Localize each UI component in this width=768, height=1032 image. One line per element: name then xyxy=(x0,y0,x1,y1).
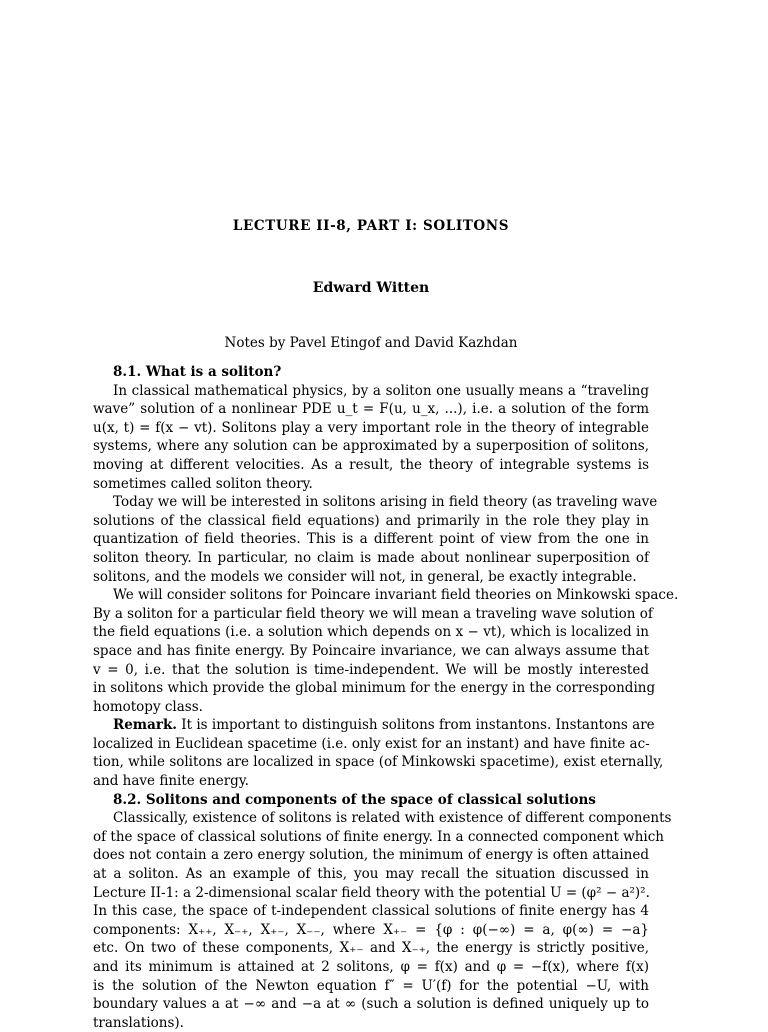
section-heading-8-1: 8.1. What is a soliton? xyxy=(113,364,282,380)
text-line: at a soliton. As an example of this, you may recall the situation discussed in xyxy=(93,866,649,883)
text-line: wave” solution of a nonlinear PDE u_t = F(u, u_x, ...), i.e. a solution of the form xyxy=(93,401,649,418)
text-line: systems, where any solution can be approximated by a superposition of solitons, xyxy=(93,438,649,455)
text-line: does not contain a zero energy solution, the minimum of energy is often attained xyxy=(93,847,649,864)
text-line: soliton theory. In particular, no claim is made about nonlinear superposition of xyxy=(93,549,649,566)
remark-label: Remark. xyxy=(113,717,178,734)
text-line: u(x, t) = f(x − vt). Solitons play a very important role in the theory of integrable xyxy=(93,419,649,436)
text-line: the field equations (i.e. a solution which depends on x − vt), which is localized in xyxy=(93,624,649,641)
text-line: localized in Euclidean spacetime (i.e. only exist for an instant) and have finite ac- xyxy=(93,735,650,752)
section-heading-8-2: 8.2. Solitons and components of the space of classical solutions xyxy=(113,791,596,808)
remark-text: It is important to distinguish solitons from instantons. Instantons are xyxy=(177,717,655,734)
text-line: etc. On two of these components, X₊₋ and X₋₊, the energy is strictly positive, xyxy=(93,940,649,957)
article-body xyxy=(93,363,679,1032)
text-line: and have finite energy. xyxy=(93,773,249,790)
text-line: tion, while solitons are localized in space (of Minkowski spacetime), exist eternally, xyxy=(93,754,664,771)
text-line: By a soliton for a particular field theory we will mean a traveling wave solution of xyxy=(93,605,653,622)
text-line: quantization of field theories. This is a different point of view from the one in xyxy=(93,531,649,548)
text-line: solutions of the classical field equations) and primarily in the role they play in xyxy=(93,512,649,529)
lecture-title: LECTURE II-8, PART I: SOLITONS xyxy=(232,218,510,234)
text-line: space and has finite energy. By Poincaire invariance, we can always assume that xyxy=(93,642,649,659)
text-line: moving at different velocities. As a result, the theory of integrable systems is xyxy=(93,456,649,473)
text-line: Today we will be interested in solitons arising in field theory (as traveling wave xyxy=(113,494,658,511)
text-line: translations). xyxy=(93,1014,184,1031)
text-line: We will consider solitons for Poincare invariant field theories on Minkowski space. xyxy=(113,587,679,604)
text-line: in solitons which provide the global minimum for the energy in the corresponding xyxy=(93,680,656,697)
remark-line xyxy=(93,716,655,735)
text-line: components: X₊₊, X₋₊, X₊₋, X₋₋, where X₊₋ = {φ : φ(−∞) = a, φ(∞) = −a} xyxy=(93,921,649,938)
text-line: homotopy class. xyxy=(93,698,203,715)
text-line: of the space of classical solutions of finite energy. In a connected component which xyxy=(93,828,664,845)
text-line: In classical mathematical physics, by a soliton one usually means a “traveling xyxy=(113,382,649,399)
text-line: sometimes called soliton theory. xyxy=(93,475,313,492)
text-line: Classically, existence of solitons is related with existence of different components xyxy=(113,810,672,827)
text-line: Lecture II-1: a 2-dimensional scalar field theory with the potential U = (φ² − a²)². xyxy=(93,884,650,901)
text-line: and its minimum is attained at 2 solitons, φ = f(x) and φ = −f(x), where f(x) xyxy=(93,959,649,975)
text-line: is the solution of the Newton equation f″ = U′(f) for the potential −U, with xyxy=(93,977,649,994)
author-name: Edward Witten xyxy=(312,280,430,296)
text-line: boundary values a at −∞ and −a at ∞ (such a solution is defined uniquely up to xyxy=(93,996,649,1013)
text-line: In this case, the space of t-independent classical solutions of finite energy has 4 xyxy=(93,903,649,920)
notes-credit: Notes by Pavel Etingof and David Kazhdan xyxy=(224,335,518,351)
text-line: solitons, and the models we consider will not, in general, be exactly integrable. xyxy=(93,568,637,585)
text-line: v = 0, i.e. that the solution is time-independent. We will be mostly interested xyxy=(93,661,649,678)
